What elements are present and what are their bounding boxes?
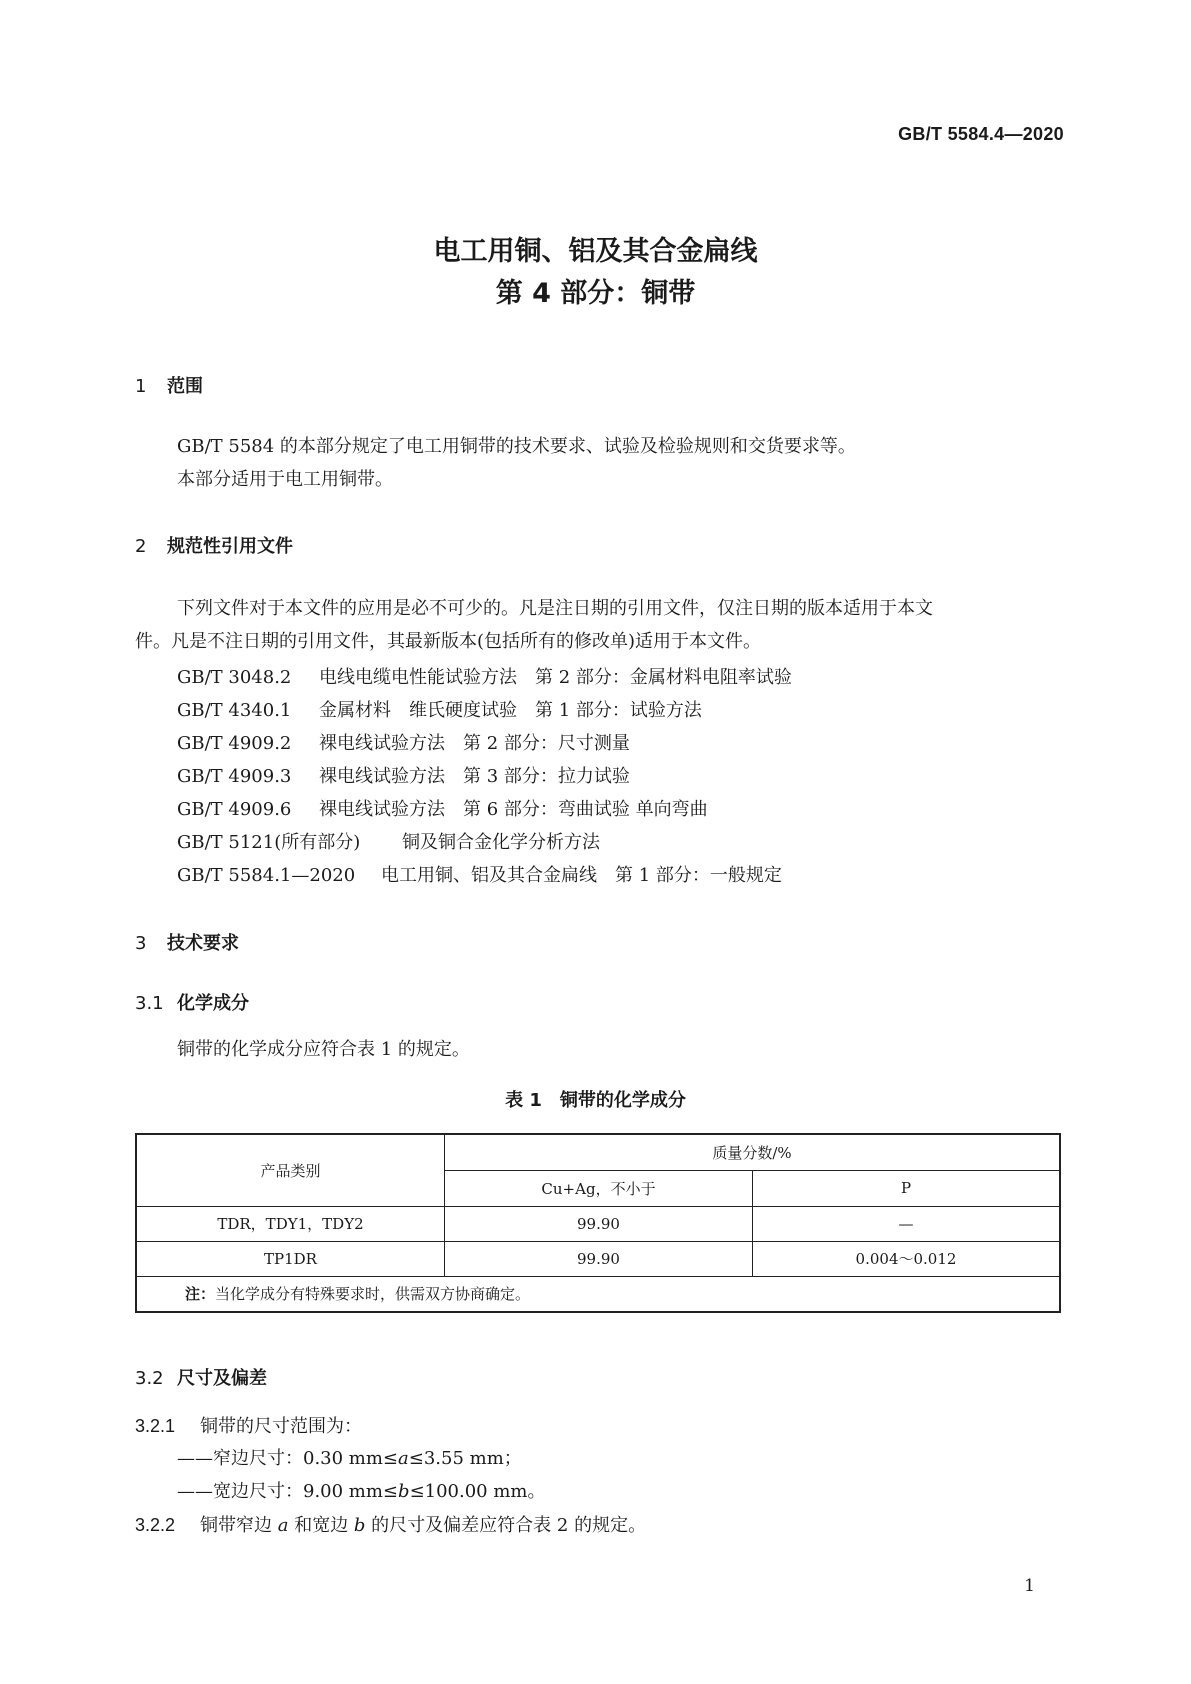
reference-title: 电线电缆电性能试验方法 第 2 部分：金属材料电阻率试验 — [319, 667, 792, 688]
reference-item — [177, 696, 702, 722]
item-text-pre: 铜带窄边 — [200, 1515, 278, 1536]
reference-code: GB/T 4909.2 — [177, 733, 292, 754]
item-3-2-1 — [135, 1414, 362, 1439]
table-note-text: 当化学成分有特殊要求时，供需双方协商确定。 — [215, 1285, 531, 1304]
section-1-heading — [135, 372, 203, 398]
section-title: 范围 — [167, 376, 203, 397]
section-3-2-heading — [135, 1364, 267, 1390]
reference-item — [177, 861, 782, 887]
narrow-edge-suffix: ≤3.55 mm； — [408, 1448, 522, 1469]
table-header-p: P — [753, 1170, 1061, 1206]
reference-item — [177, 795, 708, 821]
section-3-1-para: 铜带的化学成分应符合表 1 的规定。 — [177, 1039, 470, 1060]
section-3-heading — [135, 929, 239, 955]
section-2-heading — [135, 532, 293, 558]
wide-edge-prefix: ——宽边尺寸：9.00 mm≤ — [177, 1481, 399, 1502]
item-text-mid: 和宽边 — [288, 1515, 354, 1536]
item-number: 3.2.1 — [135, 1416, 176, 1436]
narrow-edge-range — [177, 1447, 522, 1471]
table-header-mass-fraction: 质量分数/% — [445, 1134, 1061, 1170]
variable-b: b — [353, 1515, 366, 1536]
section-title: 规范性引用文件 — [167, 536, 293, 557]
document-title: 电工用铜、铝及其合金扁线 — [433, 236, 758, 267]
section-number: 3.2 — [135, 1368, 164, 1389]
section-2-intro-line-1: 下列文件对于本文件的应用是必不可少的。凡是注日期的引用文件，仅注日期的版本适用于本文 — [177, 598, 933, 619]
table-cell-p: 0.004～0.012 — [753, 1241, 1061, 1276]
section-2-intro-line-2: 件。凡是不注日期的引用文件，其最新版本(包括所有的修改单)适用于本文件。 — [135, 631, 762, 652]
chemical-composition-table — [135, 1133, 1061, 1313]
document-subtitle: 第 4 部分：铜带 — [495, 278, 696, 309]
reference-title: 金属材料 维氏硬度试验 第 1 部分：试验方法 — [319, 700, 702, 721]
table-row — [136, 1206, 1060, 1241]
reference-item — [177, 762, 630, 788]
variable-a: a — [277, 1515, 289, 1536]
reference-code: GB/T 3048.2 — [177, 667, 292, 688]
reference-item — [177, 828, 600, 854]
section-title: 尺寸及偏差 — [177, 1368, 267, 1389]
reference-item — [177, 663, 792, 689]
section-number: 3 — [135, 933, 147, 954]
reference-item — [177, 729, 630, 755]
table-cell-cu-ag: 99.90 — [445, 1206, 753, 1241]
standard-code: GB/T 5584.4—2020 — [898, 124, 1064, 144]
table-cell-product: TDR，TDY1，TDY2 — [136, 1206, 445, 1241]
item-3-2-2 — [135, 1513, 646, 1538]
table-cell-product: TP1DR — [136, 1241, 445, 1276]
reference-title: 铜及铜合金化学分析方法 — [402, 832, 600, 853]
wide-edge-variable: b — [398, 1481, 410, 1502]
table-cell-p: — — [753, 1206, 1061, 1241]
item-text-post: 的尺寸及偏差应符合表 2 的规定。 — [365, 1515, 647, 1536]
reference-code: GB/T 4909.6 — [177, 799, 292, 820]
narrow-edge-variable: a — [398, 1448, 409, 1469]
section-3-1-heading — [135, 989, 249, 1015]
section-number: 3.1 — [135, 993, 164, 1014]
section-1-para-1: GB/T 5584 的本部分规定了电工用铜带的技术要求、试验及检验规则和交货要求等。 — [177, 436, 856, 457]
reference-code: GB/T 4909.3 — [177, 766, 292, 787]
reference-code: GB/T 5584.1—2020 — [177, 865, 356, 886]
reference-title: 裸电线试验方法 第 3 部分：拉力试验 — [319, 766, 630, 787]
item-text: 铜带的尺寸范围为： — [200, 1416, 362, 1437]
reference-title: 裸电线试验方法 第 2 部分：尺寸测量 — [319, 733, 630, 754]
section-number: 2 — [135, 536, 147, 557]
section-number: 1 — [135, 376, 147, 397]
table-header-product: 产品类别 — [136, 1134, 445, 1206]
table-header-cu-ag: Cu+Ag，不小于 — [445, 1170, 753, 1206]
section-title: 化学成分 — [177, 993, 249, 1014]
narrow-edge-prefix: ——窄边尺寸：0.30 mm≤ — [177, 1448, 399, 1469]
reference-code: GB/T 5121(所有部分) — [177, 832, 361, 853]
reference-title: 电工用铜、铝及其合金扁线 第 1 部分：一般规定 — [381, 865, 782, 886]
table-note-label: 注： — [185, 1285, 216, 1304]
section-1-para-2: 本部分适用于电工用铜带。 — [177, 469, 393, 490]
item-number: 3.2.2 — [135, 1515, 176, 1535]
wide-edge-suffix: ≤100.00 mm。 — [409, 1481, 546, 1502]
table-cell-cu-ag: 99.90 — [445, 1241, 753, 1276]
reference-code: GB/T 4340.1 — [177, 700, 292, 721]
section-title: 技术要求 — [167, 933, 239, 954]
table-row — [136, 1241, 1060, 1276]
page-number: 1 — [1024, 1576, 1035, 1596]
table-note — [136, 1276, 1060, 1312]
table-1-caption: 表 1 铜带的化学成分 — [505, 1090, 686, 1111]
reference-title: 裸电线试验方法 第 6 部分：弯曲试验 单向弯曲 — [319, 799, 708, 820]
wide-edge-range — [177, 1480, 546, 1504]
